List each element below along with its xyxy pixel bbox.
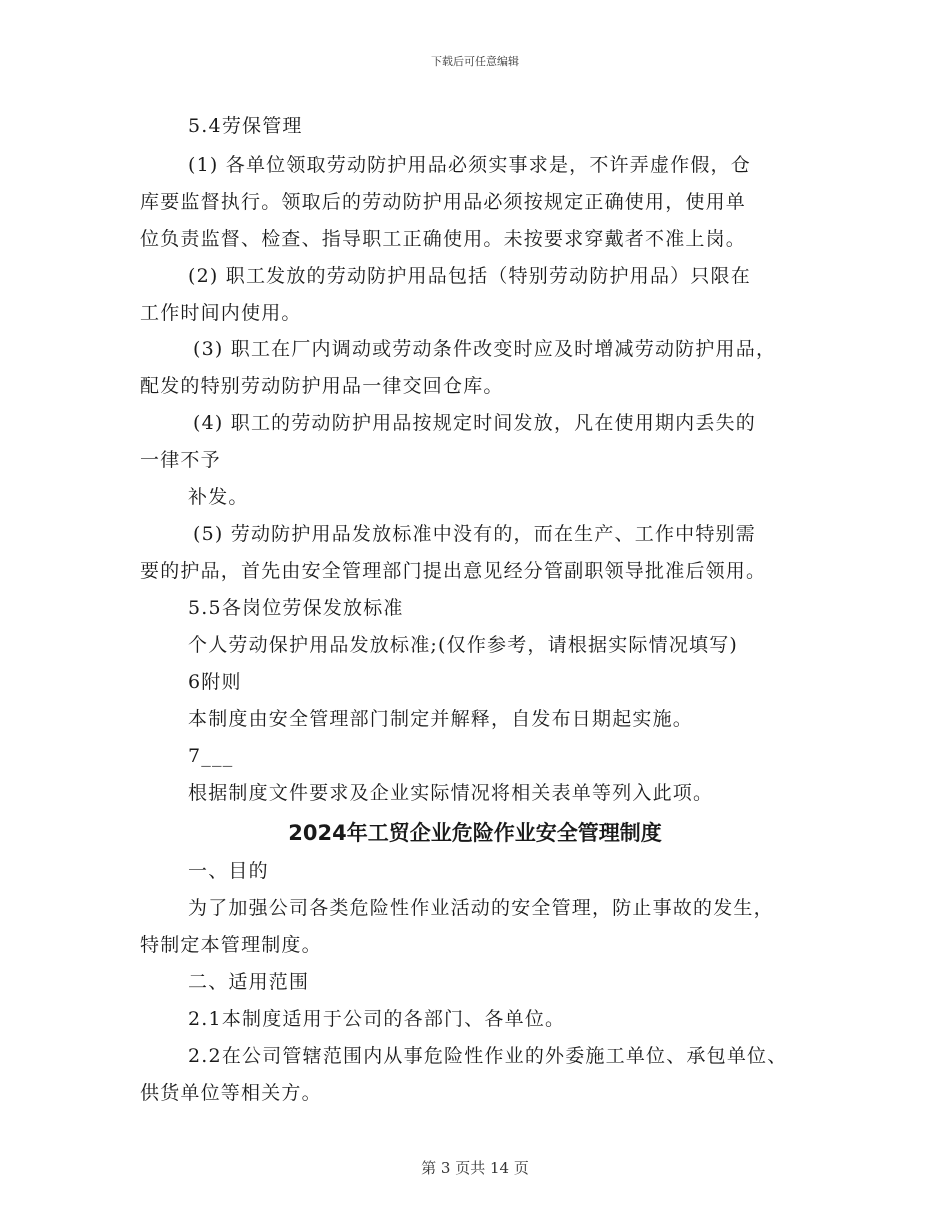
paragraph-line: 配发的特别劳动防护用品一律交回仓库。 — [140, 375, 504, 397]
paragraph-line: 本制度由安全管理部门制定并解释，自发布日期起实施。 — [188, 708, 694, 730]
section-heading: 6附则 — [188, 671, 242, 693]
paragraph-line: 个人劳动保护用品发放标准;(仅作参考，请根据实际情况填写) — [188, 634, 739, 656]
paragraph-line: 一律不予 — [140, 449, 221, 471]
paragraph-line: (1) 各单位领取劳动防护用品必须实事求是，不许弄虚作假，仓 — [188, 154, 751, 176]
paragraph-line: (4) 职工的劳动防护用品按规定时间发放，凡在使用期内丢失的 — [193, 412, 756, 434]
paragraph-line: 工作时间内使用。 — [140, 302, 302, 324]
paragraph-line: (3) 职工在厂内调动或劳动条件改变时应及时增减劳动防护用品， — [193, 338, 777, 360]
section-heading: 5.4劳保管理 — [188, 115, 303, 137]
section-heading: 二、适用范围 — [188, 971, 310, 993]
paragraph-line: 根据制度文件要求及企业实际情况将相关表单等列入此项。 — [188, 782, 714, 804]
section-heading: 7___ — [188, 745, 234, 767]
paragraph-line: 2.1本制度适用于公司的各部门、各单位。 — [188, 1008, 566, 1030]
page-header: 下载后可任意编辑 — [431, 55, 519, 68]
paragraph-line: 库要监督执行。领取后的劳动防护用品必须按规定正确使用，使用单 — [140, 191, 747, 213]
paragraph-line: 2.2在公司管辖范围内从事危险性作业的外委施工单位、承包单位、 — [188, 1045, 788, 1067]
paragraph-line: (5) 劳动防护用品发放标准中没有的，而在生产、工作中特别需 — [193, 523, 756, 545]
section-heading: 一、目的 — [188, 860, 269, 882]
paragraph-line: 要的护品，首先由安全管理部门提出意见经分管副职领导批准后领用。 — [140, 560, 767, 582]
paragraph-line: 特制定本管理制度。 — [140, 934, 322, 956]
document-title: 2024年工贸企业危险作业安全管理制度 — [288, 821, 662, 845]
paragraph-line: 为了加强公司各类危险性作业活动的安全管理，防止事故的发生， — [188, 897, 774, 919]
page-footer: 第 3 页共 14 页 — [421, 1159, 529, 1177]
section-heading: 5.5各岗位劳保发放标准 — [188, 597, 404, 619]
paragraph-line: 供货单位等相关方。 — [140, 1082, 322, 1104]
paragraph-line: 补发。 — [188, 486, 249, 508]
paragraph-line: (2) 职工发放的劳动防护用品包括（特别劳动防护用品）只限在 — [188, 265, 751, 287]
paragraph-line: 位负责监督、检查、指导职工正确使用。未按要求穿戴者不准上岗。 — [140, 228, 747, 250]
